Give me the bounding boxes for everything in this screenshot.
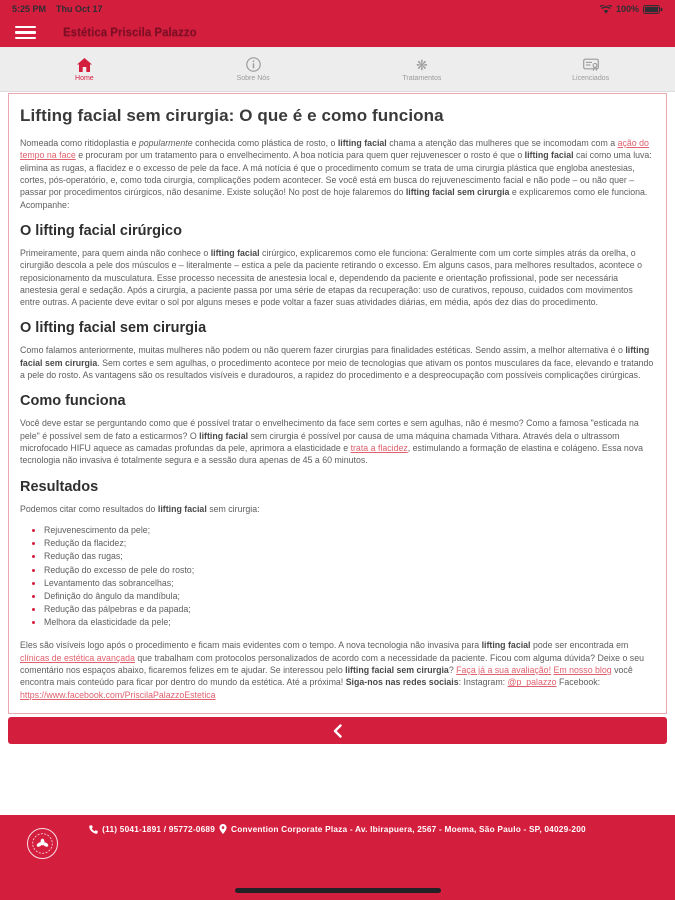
list-item: • Redução da flacidez; bbox=[44, 537, 655, 550]
text-segment: cai como uma luva: elimina as rugas, a flacidez e o excesso de pele da face. A má notícia é que o procedimento comum se trata de uma cirurgia plástica que engloba anestesias, cortes, pós-operatório, e, como toda cirurgia, complicações podem acontecer. Se você está em busca do rejuvenescimento facial e não pode – ou não quer – passar por procedimentos cirúrgicos, não desanime. Existe solução! No post de hoje falaremos do bbox=[20, 150, 652, 198]
app-title: Estética Priscila Palazzo bbox=[63, 26, 197, 39]
tab-licenciados[interactable] bbox=[506, 47, 675, 91]
list-item: • Rejuvenescimento da pele; bbox=[44, 524, 655, 537]
spa-asterisk-icon: ❋ bbox=[416, 56, 428, 73]
text-segment: Siga-nos nas redes sociais bbox=[345, 677, 459, 688]
location-pin-icon bbox=[219, 824, 227, 834]
section-heading: Como funciona bbox=[20, 393, 126, 410]
home-icon bbox=[77, 56, 92, 73]
paragraph bbox=[20, 344, 655, 381]
phone-icon bbox=[89, 825, 98, 834]
tab-label: Licenciados bbox=[572, 75, 610, 82]
back-chevron-icon bbox=[333, 724, 342, 738]
text-segment: . Sem cortes e sem agulhas, o procedimento acontece por meio de tecnologias que ativam os pontos musculares da face, elevando e tratando a pele do rosto. As vantagens são os resultados visíveis e duradouros, a rapidez do procedimento e a despreocupação com possíveis complicações cirúrgicas. bbox=[20, 357, 654, 381]
text-segment: lifting facial bbox=[199, 430, 249, 441]
text-segment: Primeiramente, para quem ainda não conhece o bbox=[20, 247, 211, 258]
text-segment: Nomeada como ritidoplastia e bbox=[20, 138, 139, 148]
inline-link[interactable]: clínicas de estética avançada bbox=[20, 652, 135, 663]
list-item: • Redução das pálpebras e da papada; bbox=[44, 603, 655, 616]
text-segment: lifting facial bbox=[337, 138, 387, 148]
text-segment: Eles são visíveis logo após o procedimento e ficam mais evidentes com o tempo. A nova tecnologia não invasiva para bbox=[20, 640, 482, 651]
text-segment: pode ser encontrada em bbox=[530, 640, 629, 651]
battery-icon bbox=[643, 5, 663, 14]
text-segment: lifting facial bbox=[157, 503, 207, 514]
results-list bbox=[44, 524, 655, 630]
tab-home[interactable] bbox=[0, 47, 169, 91]
text-segment: você encontra mais conteúdo para ficar por dentro do mundo da estética. Até a próxima! bbox=[20, 665, 633, 688]
footer-address: Convention Corporate Plaza - Av. Ibirapuera, 2567 - Moema, São Paulo - SP, 04029-200 bbox=[231, 824, 586, 834]
text-segment: : Instagram: bbox=[458, 677, 508, 688]
section-heading: Resultados bbox=[20, 478, 99, 495]
paragraph bbox=[20, 417, 655, 466]
paragraph bbox=[20, 503, 655, 515]
text-segment: e procuram por um tratamento para o envelhecimento. A boa notícia para quem quer rejuvenescer o rosto é que o bbox=[75, 150, 525, 161]
inline-link[interactable]: Faça já a sua avaliação! bbox=[456, 665, 552, 676]
inline-link[interactable]: Em nosso blog bbox=[553, 665, 612, 676]
paragraph bbox=[20, 639, 655, 701]
wifi-icon bbox=[600, 5, 612, 14]
inline-link[interactable]: https://www.facebook.com/PriscilaPalazzoEstetica bbox=[20, 689, 216, 700]
tab-label: Sobre Nós bbox=[236, 75, 270, 82]
article-card bbox=[8, 93, 667, 714]
list-item: • Redução do excesso de pele do rosto; bbox=[44, 564, 655, 577]
tab-sobre-nos[interactable] bbox=[169, 47, 338, 91]
list-item: • Redução das rugas; bbox=[44, 550, 655, 563]
footer-contact-line bbox=[0, 815, 675, 834]
text-segment: sem cirurgia: bbox=[206, 503, 260, 514]
text-segment: sem cirurgia é possível por causa de uma máquina chamada Vithara. Através dela o ultrassom microfocado HIFU aquece as camadas profundas da pele, aprimora a elasticidade e bbox=[20, 430, 620, 453]
text-segment: ? bbox=[448, 665, 457, 676]
tab-label: Tratamentos bbox=[402, 75, 442, 82]
text-segment: lifting facial bbox=[481, 640, 531, 651]
text-segment: lifting facial bbox=[524, 150, 574, 161]
inline-link[interactable]: trata a flacidez bbox=[350, 443, 408, 453]
home-indicator[interactable] bbox=[235, 888, 441, 893]
section-heading: O lifting facial sem cirurgia bbox=[20, 320, 207, 337]
text-segment: Facebook: bbox=[556, 677, 601, 688]
inline-link[interactable]: @p_palazzo bbox=[507, 677, 557, 688]
list-item: • Melhora da elasticidade da pele; bbox=[44, 616, 655, 629]
text-segment: Podemos citar como resultados do bbox=[20, 503, 158, 514]
hamburger-menu-icon[interactable] bbox=[15, 23, 36, 43]
text-segment: conhecida como plástica de rosto, o bbox=[192, 138, 338, 148]
app-bar bbox=[0, 18, 675, 47]
license-badge-icon bbox=[583, 56, 599, 73]
text-segment: lifting facial sem cirurgia bbox=[345, 665, 449, 676]
paragraph bbox=[20, 247, 655, 309]
text-segment: cirúrgico, explicaremos como ele funciona: Geralmente com um corte simples atrás da orelha, o cirurgião descola a pele dos músculos e – literalmente – estica a pele da paciente retirando o excesso. Em alguns casos, para melhores resultados, acontece o reposicionamento da musculatura. Esse processo necessita de anestesia local e, dependendo da paciente e orientação profissional, pode ser necessária anestesia geral e sedação. Após a cirurgia, a paciente passa por uma série de etapas da recuperação: uso de curativos, repouso, cuidados com movimentos entre outras. A paciente deve evitar o sol por alguns meses e pode voltar a fazer suas atividades diárias, em média, após dez dias do procedimento. bbox=[20, 247, 642, 308]
section-heading: O lifting facial cirúrgico bbox=[20, 222, 182, 239]
paragraph bbox=[20, 137, 655, 211]
text-segment: que trabalham com protocolos personalizados de acordo com a necessidade da paciente. Ficou com alguma dúvida? Deixe o seu comentário nos espaços abaixo, ficaremos felizes em te ajudar. Se interessou pelo bbox=[20, 652, 644, 676]
text-segment: e explicaremos como ele funciona. Acompanhe: bbox=[20, 187, 648, 210]
priscila-palazzo-seal-logo bbox=[27, 828, 58, 859]
status-bar bbox=[0, 0, 675, 18]
tab-tratamentos[interactable] bbox=[338, 47, 507, 91]
footer bbox=[0, 815, 675, 900]
list-item: • Levantamento das sobrancelhas; bbox=[44, 577, 655, 590]
text-segment: chama a atenção das mulheres que se incomodam com a bbox=[386, 138, 618, 148]
text-segment: Como falamos anteriormente, muitas mulheres não podem ou não querem fazer cirurgias para finalidades estéticas. Sendo assim, a melhor alternativa é o bbox=[20, 345, 626, 356]
status-date: Thu Oct 17 bbox=[56, 4, 103, 14]
article-title: Lifting facial sem cirurgia: O que é e como funciona bbox=[20, 106, 444, 125]
article-body bbox=[20, 137, 655, 701]
list-item: • Definição do ângulo da mandíbula; bbox=[44, 590, 655, 603]
text-segment: Você deve estar se perguntando como que é possível tratar o envelhecimento da face sem cortes e sem agulhas, não é mesmo? Como a famosa "esticada na pele" é possível sem de fato a esticarmos? O bbox=[20, 418, 639, 441]
text-segment: , estimulando a formação de elastina e colágeno. Essa nova tecnologia não invasiva é totalmente segura e a sessão dura apenas de 45 a 60 minutos. bbox=[20, 443, 643, 466]
text-segment: lifting facial sem cirurgia bbox=[20, 345, 650, 368]
status-time: 5:25 PM bbox=[12, 4, 47, 14]
inline-link[interactable]: ação do tempo na face bbox=[20, 138, 649, 161]
battery-percent: 100% bbox=[615, 4, 639, 14]
text-segment: lifting facial bbox=[210, 247, 260, 258]
tab-bar bbox=[0, 47, 675, 92]
tab-label: Home bbox=[75, 75, 94, 82]
footer-phone[interactable]: (11) 5041-1891 / 95772-0689 bbox=[102, 824, 216, 834]
info-icon bbox=[246, 56, 261, 73]
text-segment: lifting facial sem cirurgia bbox=[405, 187, 510, 198]
text-segment: popularmente bbox=[138, 138, 193, 148]
back-button[interactable] bbox=[8, 717, 667, 744]
